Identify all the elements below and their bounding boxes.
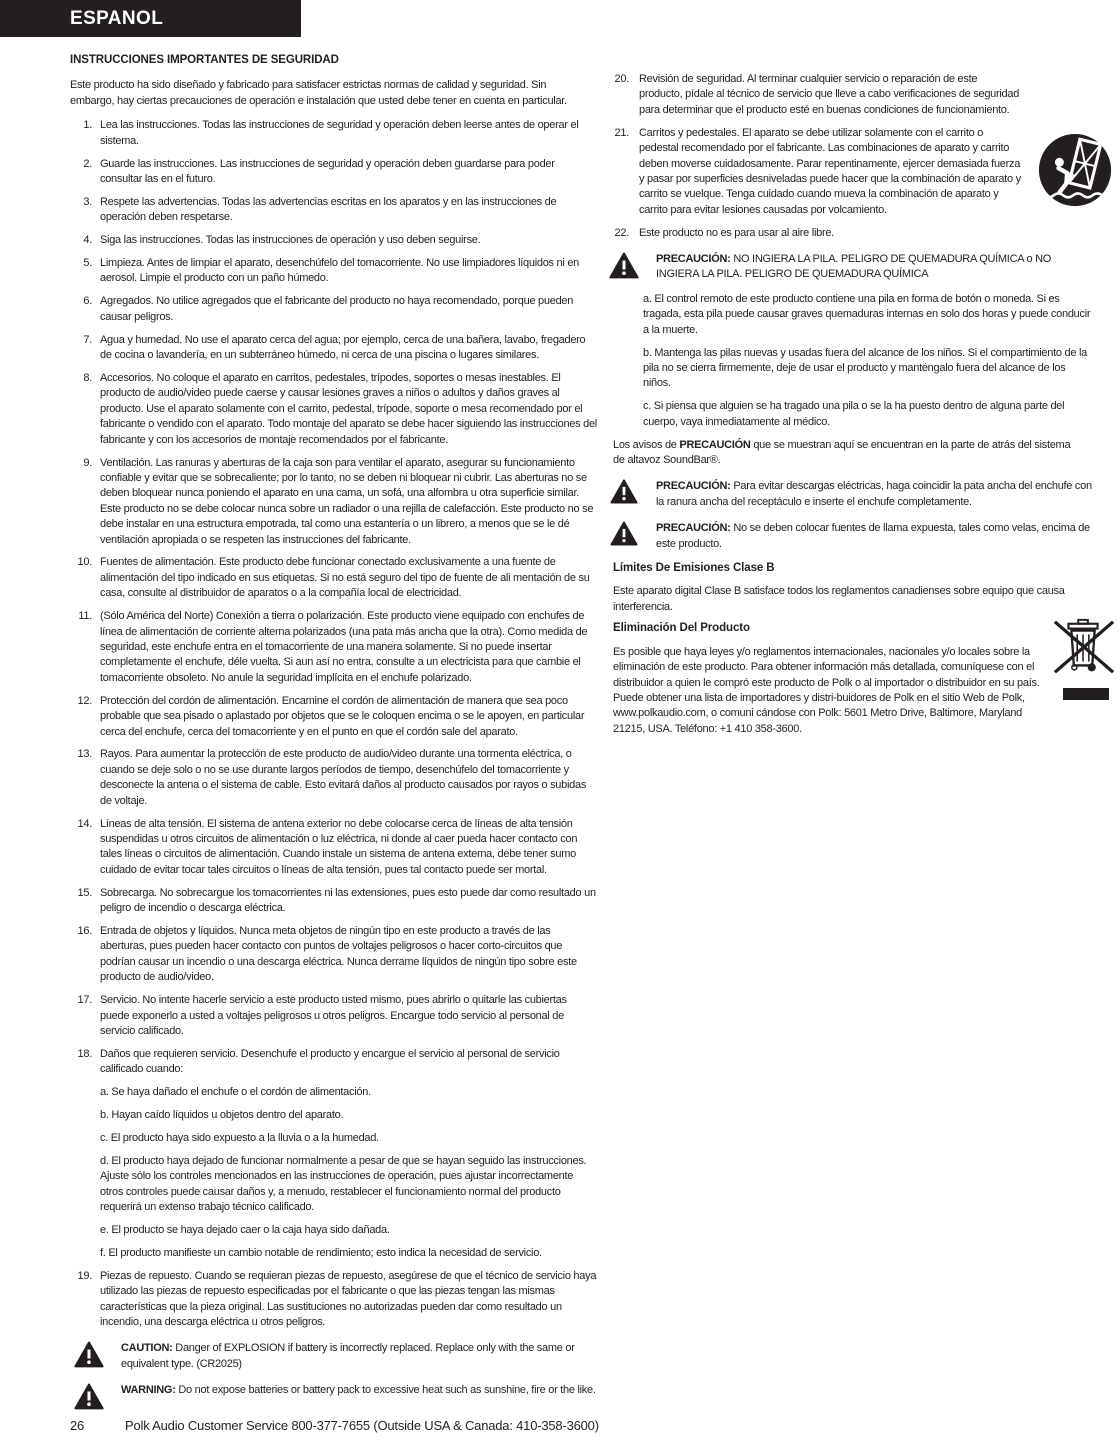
caution-text: CAUTION: Danger of EXPLOSION if battery is incorrectly replaced. Replace only with the same or equivalent type. (CR2025) bbox=[121, 1342, 575, 1370]
warning-note bbox=[74, 1382, 597, 1410]
left-column bbox=[70, 53, 597, 1419]
warning-text: WARNING: Do not expose batteries or battery pack to excessive heat such as sunshine, fire or the like. bbox=[121, 1384, 596, 1397]
caution-note bbox=[74, 1340, 597, 1372]
battery-sub-list bbox=[643, 292, 1105, 430]
safety-item bbox=[70, 157, 597, 188]
warning-triangle-icon bbox=[609, 252, 639, 279]
caution-label: CAUTION: bbox=[121, 1342, 173, 1355]
sub-item: a. El control remoto de este producto contiene una pila en forma de botón o moneda. Si es tragada, esta pila puede causar graves quemaduras internas en solo dos horas y puede conducir a la muerte. bbox=[643, 292, 1091, 336]
item-number: 18. bbox=[77, 1047, 92, 1060]
safety-item bbox=[70, 924, 597, 986]
safety-item bbox=[70, 256, 597, 287]
safety-item bbox=[70, 233, 597, 248]
language-banner-label: ESPANOL bbox=[70, 7, 164, 29]
item-number: 5. bbox=[83, 257, 92, 270]
item-number: 13. bbox=[77, 748, 92, 761]
precaucion-plug-note bbox=[609, 478, 1105, 510]
warning-triangle-icon bbox=[74, 1341, 104, 1368]
item-text: Siga las instrucciones. Todas las instrucciones de operación y uso deben seguirse. bbox=[100, 234, 481, 247]
weee-bar bbox=[1063, 688, 1109, 700]
item-number: 20. bbox=[614, 73, 629, 85]
item-number: 14. bbox=[77, 817, 92, 830]
sub-item: a. Se haya dañado el enchufe o el cordón de alimentación. bbox=[100, 1086, 371, 1099]
emissions-heading: Límites De Emisiones Clase B bbox=[613, 562, 775, 575]
weee-bin-icon bbox=[1053, 615, 1115, 700]
sub-item: b. Mantenga las pilas nuevas y usadas fuera del alcance de los niños. Si el compartimiento de la pila no se cierra firmemente, deje de usar el producto y manténgalo fuera del alcance de los niños. bbox=[643, 346, 1087, 390]
footer-text: Polk Audio Customer Service 800-377-7655 (Outside USA & Canada: 410-358-3600) bbox=[125, 1418, 599, 1433]
safety-item bbox=[70, 1047, 597, 1078]
item-text: Entrada de objetos y líquidos. Nunca meta objetos de ningún tipo en este producto a través de las aberturas, pues pueden hacer contacto con puntos de voltajes peligrosos o hacer corto-circuitos que podrían causar un incendio o una descarga eléctrica. Nunca derrame líquidos de ningún tipo sobre este producto de audio/video. bbox=[100, 925, 577, 984]
item-number: 9. bbox=[83, 456, 92, 469]
safety-item bbox=[605, 72, 1105, 118]
safety-item bbox=[70, 195, 597, 226]
item-text: Fuentes de alimentación. Este producto debe funcionar conectado exclusivamente a una fuente de alimentación del tipo indicado en sus etiquetas. Si no está seguro del tipo de fuente de ali mentación de su casa, consulte al distribuidor de aparatos o a la compañía local de electricidad. bbox=[100, 556, 590, 600]
precaucion-battery-note bbox=[609, 251, 1105, 283]
precaucion-text: PRECAUCIÓN: NO INGIERA LA PILA. PELIGRO DE QUEMADURA QUÍMICA o NO INGIERA LA PILA. PELIGRO DE QUEMADURA QUÍMICA bbox=[656, 253, 1052, 281]
item-number: 17. bbox=[77, 994, 92, 1007]
item-number: 3. bbox=[83, 195, 92, 208]
right-column bbox=[605, 72, 1105, 743]
precaucion-text: PRECAUCIÓN: No se deben colocar fuentes de llama expuesta, tales como velas, encima de este producto. bbox=[656, 522, 1090, 550]
sub-item: d. El producto haya dejado de funcionar normalmente a pesar de que se hayan seguido las instrucciones. Ajuste sólo los controles mencionados en las instrucciones de operación, pues ajustar incorrectamente otros controles puede causar daños y, a menudo, restablecer el funcionamiento normal del producto requerirá un extenso trabajo técnico calificado. bbox=[100, 1154, 587, 1214]
item-text: Lea las instrucciones. Todas las instrucciones de seguridad y operación deben leerse antes de operar el sistema. bbox=[100, 119, 579, 147]
sub-item: f. El producto manifieste un cambio notable de rendimiento; esto indica la necesidad de servicio. bbox=[100, 1246, 542, 1259]
item-number: 1. bbox=[83, 119, 92, 132]
sub-item: b. Hayan caído líquidos u objetos dentro del aparato. bbox=[100, 1109, 344, 1122]
item-text: Accesorios. No coloque el aparato en carritos, pedestales, trípodes, soportes o mesas inestables. El producto de audio/video puede caerse y causar lesiones graves a niños o adultos y daños graves al producto. Use el aparato solamente con el carrito, pedestal, trípode, soporte o mesa recomendado por el fabricante o vendido con el aparato. Todo montaje del aparato se debe hacer siguiendo las instrucciones del fabricante y con los accesorios de montaje recomendados por el fabricante. bbox=[100, 372, 597, 446]
item-text: Limpieza. Antes de limpiar el aparato, desenchúfelo del tomacorriente. No use limpiadores líquidos ni en aerosol. Limpie el producto con un paño húmedo. bbox=[100, 257, 580, 285]
item-text: Agua y humedad. No use el aparato cerca del agua; por ejemplo, cerca de una bañera, lavabo, fregadero de cocina o lavandería, en un subterráneo húmedo, ni cerca de una piscina o lugares similares. bbox=[100, 333, 586, 362]
item-text: Revisión de seguridad. Al terminar cualquier servicio o reparación de este producto, pídale al técnico de servicio que lleve a cabo verificaciones de seguridad para determinar que el producto esté en buenas condiciones de funcionamiento. bbox=[639, 73, 1020, 116]
footer bbox=[70, 1418, 599, 1433]
item-number: 16. bbox=[77, 925, 92, 937]
item-number: 6. bbox=[83, 295, 92, 308]
emissions-text: Este aparato digital Clase B satisface todos los reglamentos canadienses sobre equipo que causa interferencia. bbox=[613, 585, 1065, 613]
item-text: Respete las advertencias. Todas las advertencias escritas en los aparatos y en las instrucciones de operación deben respetarse. bbox=[100, 195, 557, 224]
item-text: Agregados. No utilice agregados que el fabricante del producto no haya recomendado, porque pueden causar peligros. bbox=[100, 295, 574, 323]
page-number: 26 bbox=[70, 1418, 85, 1433]
item-text: Rayos. Para aumentar la protección de este producto de audio/video durante una tormenta eléctrica, o cuando se deje solo o no se use durante largos períodos de tiempo, desenchúfelo del tomacorriente y desconecte la antena o el sistema de cable. Esto evitará daños al producto causados por rayos o subidas de voltaje. bbox=[100, 748, 587, 807]
item-number: 11. bbox=[78, 610, 92, 623]
item-text: Daños que requieren servicio. Desenchufe el producto y encargue el servicio al personal de servicio calificado cuando: bbox=[100, 1047, 560, 1076]
item-text: Piezas de repuesto. Cuando se requieran piezas de repuesto, asegúrese de que el técnico de servicio haya utilizado las piezas de repuesto especificadas por el fabricante o que las piezas tengan las mismas características que la pieza original. Las sustituciones no autorizadas pueden dar como resultado un incendio, una descarga eléctrica u otros peligros. bbox=[100, 1269, 597, 1329]
warning-label: WARNING: bbox=[121, 1384, 176, 1397]
precaucion-flame-note bbox=[609, 520, 1105, 552]
item-text: Sobrecarga. No sobrecargue los tomacorrientes ni las extensiones, pues esto puede dar como resultado un peligro de incendio o descarga eléctrica. bbox=[100, 886, 596, 915]
item-text: Carritos y pedestales. El aparato se debe utilizar solamente con el carrito o pedestal recomendado por el fabricante. Las combinaciones de aparato y carrito deben moverse cuidadosamente. Parar repentinamente, ejercer demasiada fuerza y pasar por superficies desniveladas puede hacer que la combinación de aparato y carrito se vuelque. Tenga cuidado cuando mueva la combinación de aparato y carrito para evitar lesiones causadas por volcamiento. bbox=[639, 126, 1021, 216]
safety-item bbox=[70, 555, 597, 601]
item-text: (Sólo América del Norte) Conexión a tierra o polarización. Este producto viene equipado con enchufes de línea de alimentación de corriente alterna polarizados (una pata más ancha que la otra). Como medida de seguridad, este enchufe entra en el tomacorriente de una manera solamente. Si no puede insertar completamente el enchufe, déle vuelta. Si aun así no entra, consulte a un electricista para que cambie el tomacorriente obsoleto. No anule la seguridad implícita en el enchufe polarizado. bbox=[100, 610, 588, 684]
item-number: 8. bbox=[83, 372, 92, 384]
intro-paragraph: Este producto ha sido diseñado y fabricado para satisfacer estrictas normas de calidad y seguridad. Sin embargo, hay ciertas precauciones de operación e instalación que usted debe tener en cuenta en particular. bbox=[70, 79, 567, 107]
safety-item bbox=[70, 456, 597, 548]
item-number: 10. bbox=[77, 556, 92, 569]
safety-item bbox=[70, 333, 597, 364]
cart-tipping-icon bbox=[1036, 133, 1114, 211]
item-text: Líneas de alta tensión. El sistema de antena exterior no debe colocarse cerca de líneas de alta tensión suspendidas u otros circuitos de alimentación o luz eléctrica, ni donde al caer pueda hacer contacto con tales líneas o circuitos de alimentación. Cuando instale un sistema de antena externa, debe tener sumo cuidado de evitar tocar tales circuitos o líneas de alta tensión, pues tal contacto puede ser mortal. bbox=[100, 817, 578, 876]
section-heading: INSTRUCCIONES IMPORTANTES DE SEGURIDAD bbox=[70, 54, 339, 66]
service-sub-list bbox=[100, 1085, 597, 1261]
safety-item bbox=[605, 126, 1105, 218]
item-number: 7. bbox=[83, 333, 92, 346]
item-number: 21. bbox=[614, 126, 629, 139]
item-number: 12. bbox=[77, 694, 92, 707]
safety-item bbox=[70, 1269, 597, 1331]
disposal-heading: Eliminación Del Producto bbox=[613, 622, 750, 635]
item-text: Guarde las instrucciones. Las instrucciones de seguridad y operación deben guardarse para poder consultar las en el futuro. bbox=[100, 157, 555, 185]
item-number: 19. bbox=[77, 1269, 92, 1282]
sub-item: e. El producto se haya dejado caer o la caja haya sido dañada. bbox=[100, 1224, 390, 1236]
safety-item bbox=[605, 226, 1105, 241]
safety-item bbox=[70, 118, 597, 149]
item-text: Este producto no es para usar al aire libre. bbox=[639, 226, 834, 239]
warning-triangle-icon bbox=[74, 1383, 104, 1410]
disposal-text: Es posible que haya leyes y/o reglamentos internacionales, nacionales y/o locales sobre la eliminación de este producto. Para obtener información más detallada, comuníquese con el distribuidor a quien le compró este producto de Polk o al importador o distribuidor en su país. Puede obtener una lista de importadores y distri-buidores de Polk en el sitio Web de Polk, www.polkaudio.com, o comuni cándose con Polk: 5601 Metro Drive, Baltimore, Maryland 21215, USA. Teléfono: +1 410 358-3600. bbox=[613, 645, 1040, 735]
safety-item bbox=[70, 694, 597, 740]
avisos-paragraph: Los avisos de PRECAUCIÓN que se muestran aquí se encuentran en la parte de atrás del sistema de altavoz SoundBar®. bbox=[613, 438, 1071, 467]
item-number: 22. bbox=[614, 226, 629, 239]
item-text: Ventilación. Las ranuras y aberturas de la caja son para ventilar el aparato, asegurar su funcionamiento confiable y evitar que se sobrecaliente; por lo tanto, no se deben ni bloquear ni cubrir. Las aberturas no se deben bloquear nunca poniendo el aparato en una cama, un sofá, una alfombra u otra superficie similar. Este producto no se debe colocar nunca sobre un radiador o una rejilla de calefacción. Este producto no se debe instalar en una estructura empotrada, tal como una estantería o un librero, a menos que se le dé ventilación apropiada o se respeten las instrucciones del fabricante. bbox=[100, 456, 594, 546]
safety-item bbox=[70, 609, 597, 686]
sub-item: c. El producto haya sido expuesto a la lluvia o a la humedad. bbox=[100, 1131, 379, 1144]
warning-triangle-icon bbox=[609, 521, 639, 546]
safety-item bbox=[70, 747, 597, 809]
safety-item bbox=[70, 886, 597, 917]
sub-item: c. Si piensa que alguien se ha tragado una pila o se la ha puesto dentro de alguna parte del cuerpo, vaya inmediatamente al médico. bbox=[643, 400, 1065, 428]
safety-item bbox=[70, 993, 597, 1039]
precaucion-label: PRECAUCIÓN: bbox=[656, 522, 731, 535]
warning-triangle-icon bbox=[609, 479, 639, 504]
item-number: 2. bbox=[83, 157, 92, 170]
item-text: Servicio. No intente hacerle servicio a este producto usted mismo, pues abrirlo o quitarle las cubiertas puede exponerlo a usted a voltajes peligrosos u otros peligros. Encargue todo servicio al personal de servicio calificado. bbox=[100, 994, 567, 1037]
safety-item bbox=[70, 371, 597, 448]
item-number: 4. bbox=[83, 234, 92, 247]
item-number: 15. bbox=[77, 886, 92, 899]
item-text: Protección del cordón de alimentación. Encamine el cordón de alimentación de manera que sea poco probable que sea pisado o aplastado por objetos que se le coloquen encima o se le apoyen, en particular cerca del enchufe, cerca del tomacorriente y en el punto en que el cordón sale del aparato. bbox=[100, 694, 585, 738]
precaucion-label: PRECAUCIÓN: bbox=[656, 480, 731, 493]
language-banner bbox=[0, 0, 301, 37]
safety-item bbox=[70, 294, 597, 325]
precaucion-label: PRECAUCIÓN: bbox=[656, 253, 731, 266]
precaucion-text: PRECAUCIÓN: Para evitar descargas eléctricas, haga coincidir la pata ancha del enchufe con la ranura ancha del receptáculo e inserte el enchufe completamente. bbox=[656, 480, 1092, 508]
safety-item bbox=[70, 817, 597, 879]
